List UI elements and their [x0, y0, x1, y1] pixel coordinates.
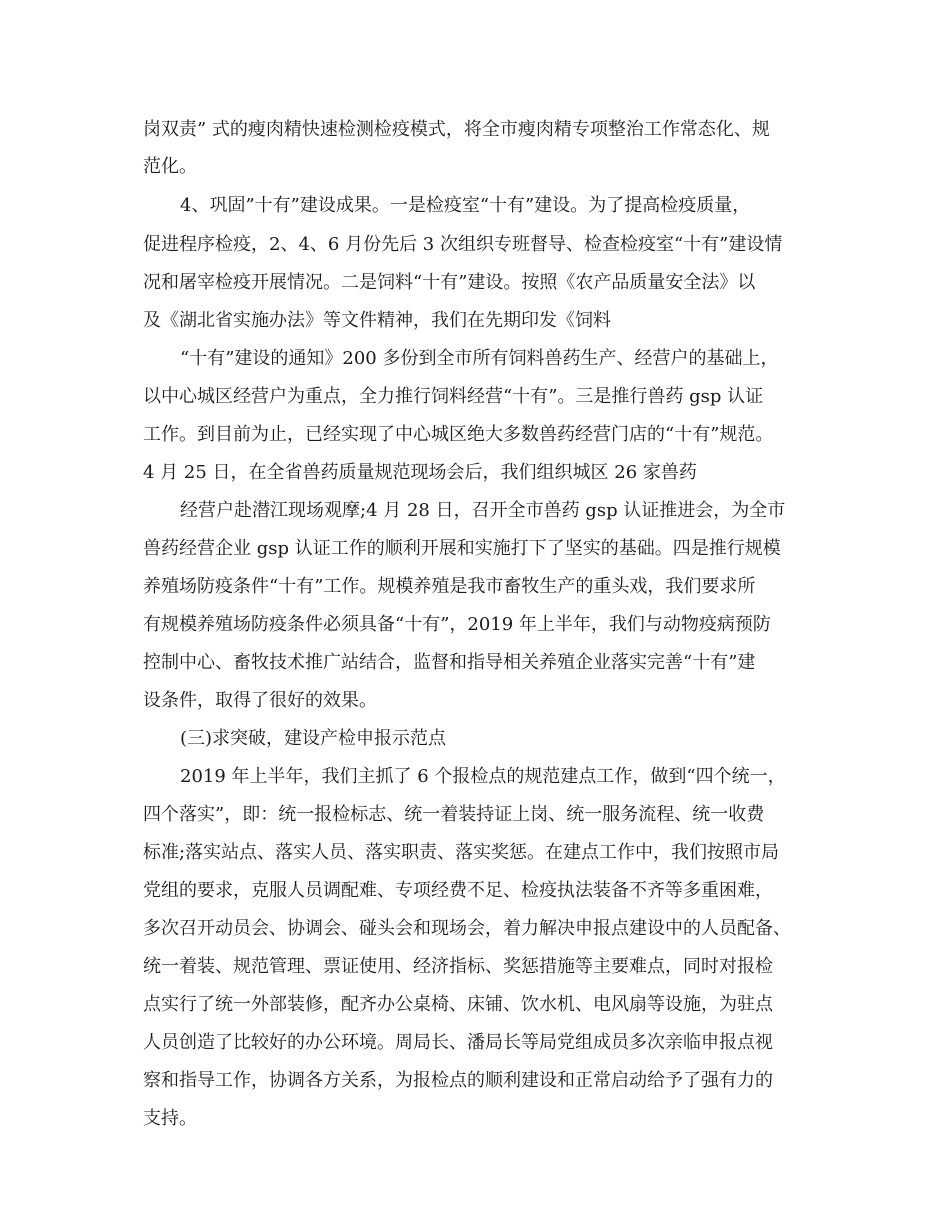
text-line: 范化。 [143, 156, 197, 177]
text-line: 控制中心、畜牧技术推广站结合，监督和指导相关养殖企业落实完善“十有”建 [143, 652, 756, 673]
text-line: 标准;落实站点、落实人员、落实职责、落实奖惩。在建点工作中，我们按照市局 [143, 842, 780, 863]
text-line: 党组的要求，克服人员调配难、专项经费不足、检疫执法装备不齐等多重困难， [143, 880, 773, 901]
text-line: “十有”建设的通知》200 多份到全市所有饲料兽药生产、经营户的基础上， [180, 348, 779, 369]
text-line: 4 月 25 日，在全省兽药质量规范现场会后，我们组织城区 26 家兽药 [143, 462, 697, 483]
text-line: 岗双责” 式的瘦肉精快速检测检疫模式，将全市瘦肉精专项整治工作常态化、规 [143, 119, 770, 140]
text-line: 统一着装、规范管理、票证使用、经济指标、奖惩措施等主要难点，同时对报检 [143, 956, 773, 977]
text-line: 设条件，取得了很好的效果。 [143, 690, 377, 711]
text-line: 支持。 [143, 1108, 197, 1129]
text-line: 工作。到目前为止，已经实现了中心城区绝大多数兽药经营门店的“十有”规范。 [143, 424, 774, 445]
text-line: 2019 年上半年，我们主抓了 6 个报检点的规范建点工作，做到“四个统一， [180, 766, 786, 787]
text-line: 有规模养殖场防疫条件必须具备“十有”，2019 年上半年，我们与动物疫病预防 [143, 614, 771, 635]
section-heading: (三)求突破，建设产检申报示范点 [180, 728, 447, 749]
text-line: 以中心城区经营户为重点，全力推行饲料经营“十有”。三是推行兽药 gsp 认证 [143, 386, 764, 407]
text-line: 养殖场防疫条件“十有”工作。规模养殖是我市畜牧生产的重头戏，我们要求所 [143, 576, 756, 597]
text-line: 兽药经营企业 gsp 认证工作的顺利开展和实施打下了坚实的基础。四是推行规模 [143, 538, 781, 559]
text-line: 促进程序检疫，2、4、6 月份先后 3 次组织专班督导、检查检疫室“十有”建设情 [143, 234, 783, 255]
text-line: 多次召开动员会、协调会、碰头会和现场会，着力解决申报点建设中的人员配备、 [143, 918, 791, 939]
text-line: 经营户赴潜江现场观摩;4 月 28 日，召开全市兽药 gsp 认证推进会，为全市 [180, 500, 786, 521]
text-line: 察和指导工作，协调各方关系，为报检点的顺利建设和正常启动给予了强有力的 [143, 1070, 773, 1091]
text-line: 人员创造了比较好的办公环境。周局长、潘局长等局党组成员多次亲临申报点视 [143, 1032, 773, 1053]
text-line: 四个落实”，即：统一报检标志、统一着装持证上岗、统一服务流程、统一收费 [143, 804, 765, 825]
text-line: 点实行了统一外部装修，配齐办公桌椅、床铺、饮水机、电风扇等设施，为驻点 [143, 994, 773, 1015]
text-line: 4、巩固”十有”建设成果。一是检疫室“十有”建设。为了提高检疫质量， [180, 195, 751, 216]
text-line: 况和屠宰检疫开展情况。二是饲料“十有”建设。按照《农产品质量安全法》以 [143, 272, 756, 293]
text-line: 及《湖北省实施办法》等文件精神，我们在先期印发《饲料 [143, 310, 611, 331]
